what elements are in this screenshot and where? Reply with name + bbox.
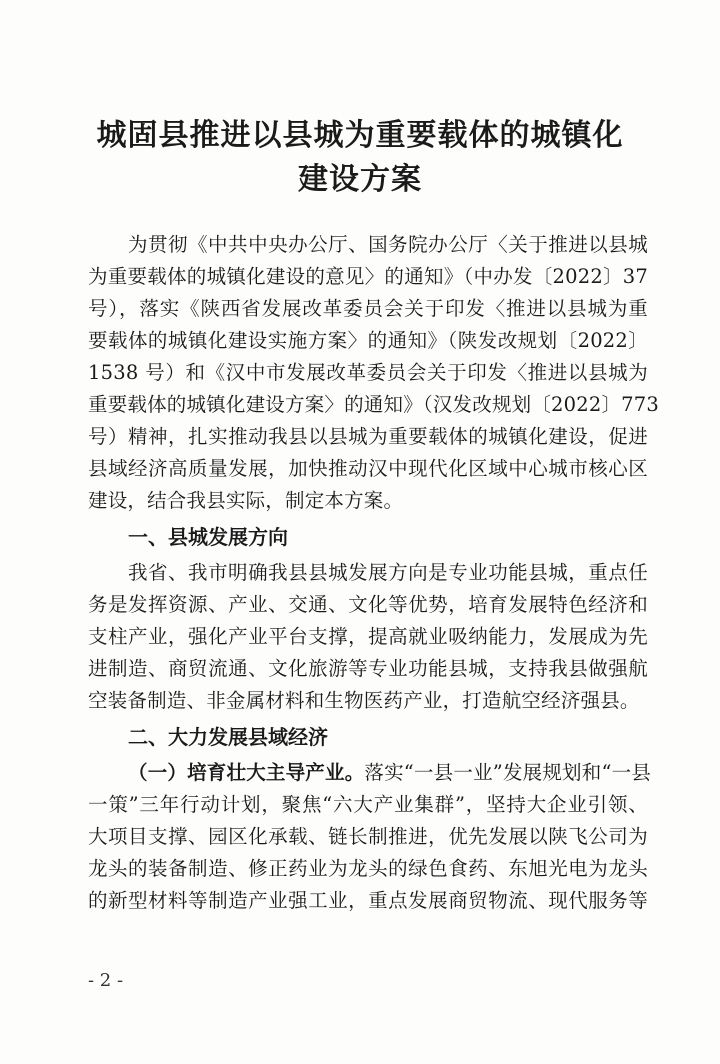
section-1-line: 我省、我市明确我县县城发展方向是专业功能县城，重点任: [128, 561, 648, 584]
section-1-heading: 一、县城发展方向: [128, 525, 288, 549]
section-2-line: 一策”三年行动计划，聚焦“六大产业集群”，坚持大企业引领、: [88, 793, 648, 816]
section-1-line: 进制造、商贸流通、文化旅游等专业功能县城，支持我县做强航: [88, 657, 648, 680]
section-2-line: 的新型材料等制造产业强工业，重点发展商贸物流、现代服务等: [88, 889, 648, 912]
intro-line: 重要载体的城镇化建设方案〉的通知》（汉发改规划〔2022〕773: [88, 393, 659, 416]
section-2-first-line: [128, 760, 652, 786]
intro-line: 县域经济高质量发展，加快推动汉中现代化区域中心城市核心区: [88, 457, 648, 480]
section-1-line: 务是发挥资源、产业、交通、文化等优势，培育发展特色经济和: [88, 593, 648, 616]
intro-line: 1538 号）和《汉中市发展改革委员会关于印发〈推进以县城为: [88, 361, 648, 384]
section-2-subheading: （一）培育壮大主导产业。: [128, 761, 365, 784]
page-number: - 2 -: [88, 970, 124, 991]
section-2-line: 大项目支撑、园区化承载、链长制推进，优先发展以陕飞公司为: [88, 825, 648, 848]
intro-line: 号）精神，扎实推动我县以县城为重要载体的城镇化建设，促进: [88, 425, 648, 448]
section-2-line: 龙头的装备制造、修正药业为龙头的绿色食药、东旭光电为龙头: [88, 857, 648, 880]
document-title-line-1: 城固县推进以县城为重要载体的城镇化: [96, 118, 624, 153]
intro-line: 号），落实《陕西省发展改革委员会关于印发〈推进以县城为重: [88, 297, 648, 320]
section-1-line: 空装备制造、非金属材料和生物医药产业，打造航空经济强县。: [88, 689, 640, 712]
section-1-line: 支柱产业，强化产业平台支撑，提高就业吸纳能力，发展成为先: [88, 625, 648, 648]
document-title-line-2: 建设方案: [298, 162, 422, 197]
intro-line: 要载体的城镇化建设实施方案〉的通知》（陕发改规划〔2022〕: [88, 329, 648, 352]
intro-line: 建设，结合我县实际，制定本方案。: [88, 489, 404, 512]
intro-line: 为贯彻《中共中央办公厅、国务院办公厅〈关于推进以县城: [128, 233, 648, 256]
section-2-first-line-text: 落实“一县一业”发展规划和“一县: [364, 761, 652, 784]
intro-line: 为重要载体的城镇化建设的意见〉的通知》（中办发〔2022〕37: [88, 265, 648, 288]
section-2-heading: 二、大力发展县域经济: [128, 725, 328, 749]
